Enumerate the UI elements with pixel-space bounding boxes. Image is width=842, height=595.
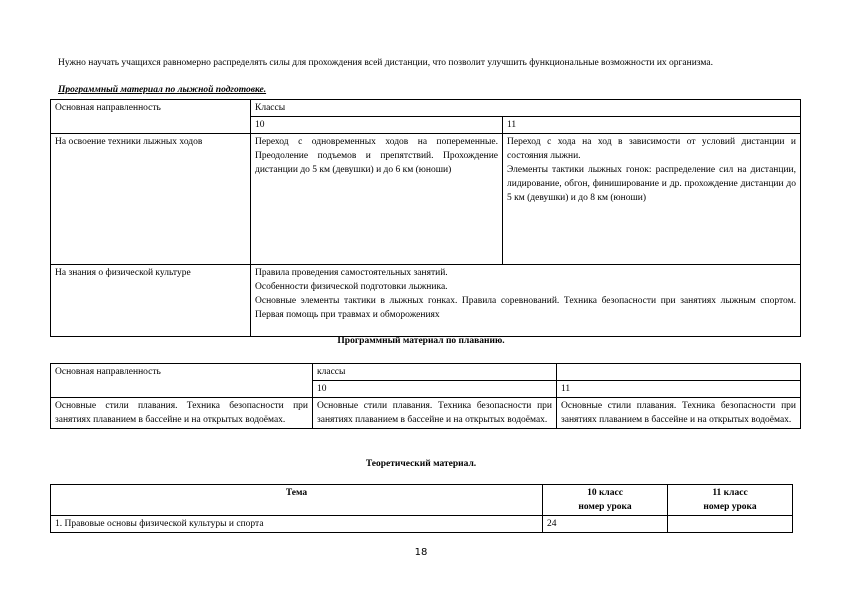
cell-grade-10: 24: [543, 516, 668, 533]
cell-direction: На освоение техники лыжных ходов: [51, 134, 251, 265]
cell-text: Правила проведения самостоятельных занятий.: [255, 268, 448, 278]
table-header-row: [51, 364, 801, 381]
header-grade-10: [543, 485, 668, 516]
ski-program-table: [50, 99, 801, 337]
header-empty: [557, 364, 801, 381]
theory-section-heading: Теоретический материал.: [365, 459, 477, 469]
header-text: номер урока: [578, 502, 632, 512]
swim-program-table: [50, 363, 801, 429]
swim-section-heading: Программный материал по плаванию.: [337, 336, 505, 346]
cell-grade-11: Основные стили плавания. Техника безопасности при занятиях плаванием в бассейне и на открытых водоёмах.: [557, 398, 801, 429]
table-row: [51, 265, 801, 337]
page-number: 18: [414, 547, 428, 558]
header-text: 10 класс: [587, 488, 623, 498]
header-grade-11: 11: [503, 117, 801, 134]
table-header-row: [51, 100, 801, 117]
cell-grade-10: Основные стили плавания. Техника безопасности при занятиях плаванием в бассейне и на открытых водоёмах.: [313, 398, 557, 429]
ski-section-heading: Программный материал по лыжной подготовке.: [58, 85, 267, 95]
cell-topic: 1. Правовые основы физической культуры и спорта: [51, 516, 543, 533]
header-grade-11: 11: [557, 381, 801, 398]
theory-table: [50, 484, 793, 533]
header-direction: Основная направленность: [51, 100, 251, 134]
table-row: [51, 516, 793, 533]
header-direction: Основная направленность: [51, 364, 313, 398]
header-grade-11: [668, 485, 793, 516]
intro-paragraph: Нужно научать учащихся равномерно распределять силы для прохождения всей дистанции, что позволит улучшить функциональные возможности их организма.: [58, 58, 713, 68]
header-classes: Классы: [251, 100, 801, 117]
header-text: 11 класс: [712, 488, 748, 498]
header-grade-10: 10: [251, 117, 503, 134]
header-grade-10: 10: [313, 381, 557, 398]
cell-grade-11: [503, 134, 801, 265]
cell-direction: На знания о физической культуре: [51, 265, 251, 337]
table-header-row: [51, 485, 793, 516]
cell-knowledge: [251, 265, 801, 337]
cell-text: Элементы тактики лыжных гонок: распределение сил на дистанции, лидирование, обгон, финиширование и др. прохождение дистанции до 5 км (девушки) и до 8 км (юноши): [507, 165, 796, 203]
table-row: [51, 398, 801, 429]
header-text: номер урока: [703, 502, 757, 512]
cell-grade-10: Переход с одновременных ходов на попеременные. Преодоление подъемов и препятствий. Прохождение дистанции до 5 км (девушки) и до 6 км (юноши): [251, 134, 503, 265]
header-classes: классы: [313, 364, 557, 381]
cell-text: Особенности физической подготовки лыжника.: [255, 282, 448, 292]
cell-grade-11: [668, 516, 793, 533]
cell-text: Переход с хода на ход в зависимости от условий дистанции и состояния лыжни.: [507, 137, 796, 161]
cell-direction: Основные стили плавания. Техника безопасности при занятиях плаванием в бассейне и на открытых водоёмах.: [51, 398, 313, 429]
cell-text: Основные элементы тактики в лыжных гонках. Правила соревнований. Техника безопасности при занятиях лыжным спортом. Первая помощь при травмах и обморожениях: [255, 296, 796, 320]
header-topic: Тема: [51, 485, 543, 516]
table-row: [51, 134, 801, 265]
